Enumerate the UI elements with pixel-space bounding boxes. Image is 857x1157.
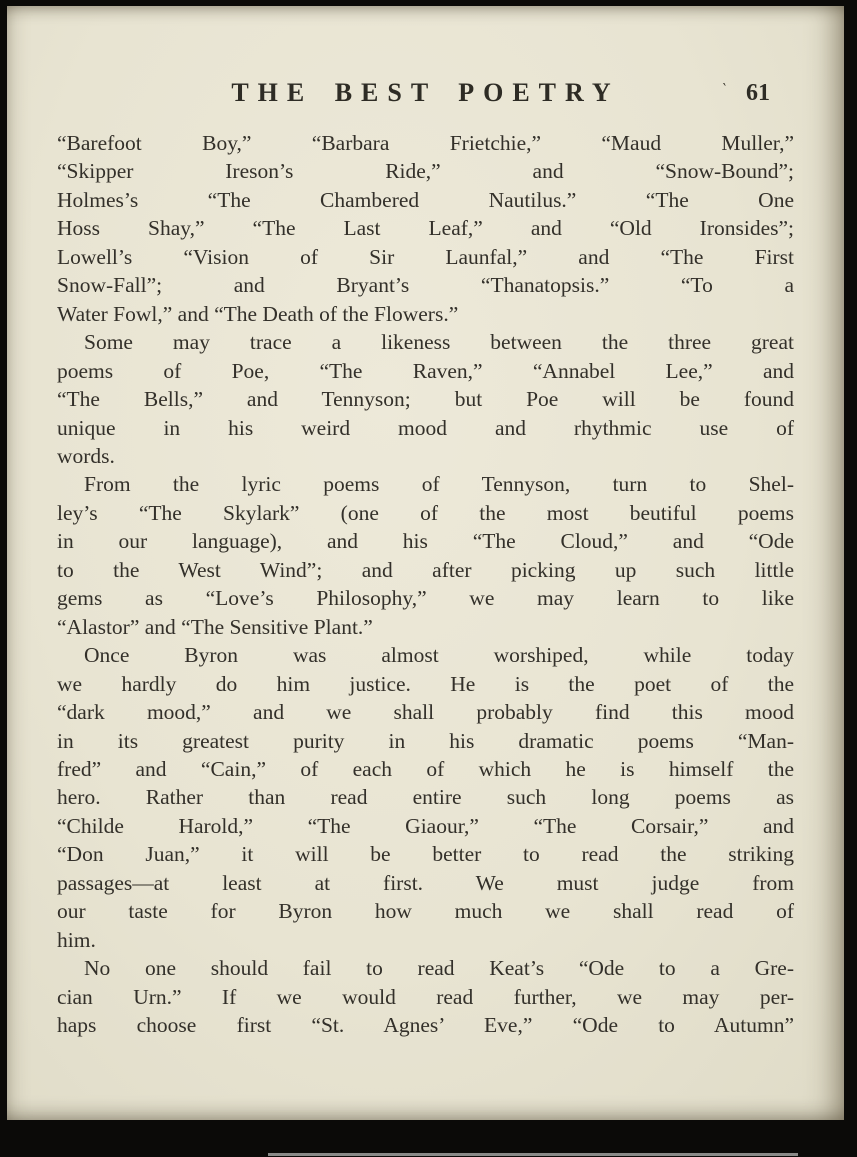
text-line: cian Urn.” If we would read further, we may per- [57,984,794,1009]
text-line: Some may trace a likeness between the three great [84,330,794,355]
text-line: “Childe Harold,” “The Giaour,” “The Corsair,” and [57,813,794,838]
text-line: poems of Poe, “The Raven,” “Annabel Lee,” and [57,358,794,383]
page-number-group [723,80,770,107]
text-line: “Barefoot Boy,” “Barbara Frietchie,” “Maud Muller,” [57,131,794,155]
page-number: 61 [746,80,770,106]
text-line: “Don Juan,” it will be better to read the striking [57,842,794,867]
text-line: we hardly do him justice. He is the poet of the [57,671,794,696]
text-line: Snow-Fall”; and Bryant’s “Thanatopsis.” “To a [57,273,794,298]
page-content [57,78,794,1040]
text-line: our taste for Byron how much we shall read of [57,899,794,924]
scan-tick-mark: ‵ [722,82,726,98]
text-line: unique in his weird mood and rhythmic use of [57,415,794,440]
text-line: to the West Wind”; and after picking up such little [57,557,794,582]
page-title: THE BEST POETRY [231,78,620,107]
text-line: ley’s “The Skylark” (one of the most beutiful poems [57,500,794,525]
text-line: haps choose first “St. Agnes’ Eve,” “Ode to Autumn” [57,1013,794,1038]
text-line: Hoss Shay,” “The Last Leaf,” and “Old Ironsides”; [57,216,794,241]
text-line: Water Fowl,” and “The Death of the Flowers.” [57,301,459,326]
text-line: hero. Rather than read entire such long poems as [57,785,794,810]
text-line: in our language), and his “The Cloud,” and “Ode [57,529,794,554]
text-line: From the lyric poems of Tennyson, turn to Shel- [84,472,794,497]
text-line: “The Bells,” and Tennyson; but Poe will be found [57,387,794,412]
text-line: in its greatest purity in his dramatic poems “Man- [57,728,794,753]
text-line: words. [57,443,115,468]
running-head [57,78,794,112]
body-text [57,129,794,1040]
text-line: “Alastor” and “The Sensitive Plant.” [57,614,373,639]
text-line: him. [57,927,96,952]
text-line: gems as “Love’s Philosophy,” we may learn to like [57,586,794,611]
text-line: Holmes’s “The Chambered Nautilus.” “The One [57,187,794,212]
text-line: fred” and “Cain,” of each of which he is himself the [57,756,794,781]
text-line: passages—at least at first. We must judge from [57,870,794,895]
text-line: No one should fail to read Keat’s “Ode to a Gre- [84,956,794,981]
book-page [7,6,844,1120]
text-line: “Skipper Ireson’s Ride,” and “Snow-Bound”; [57,159,794,184]
scan-artifact [268,1153,798,1156]
text-line: Once Byron was almost worshiped, while today [84,643,794,668]
text-line: Lowell’s “Vision of Sir Launfal,” and “The First [57,244,794,269]
text-line: “dark mood,” and we shall probably find this mood [57,700,794,725]
